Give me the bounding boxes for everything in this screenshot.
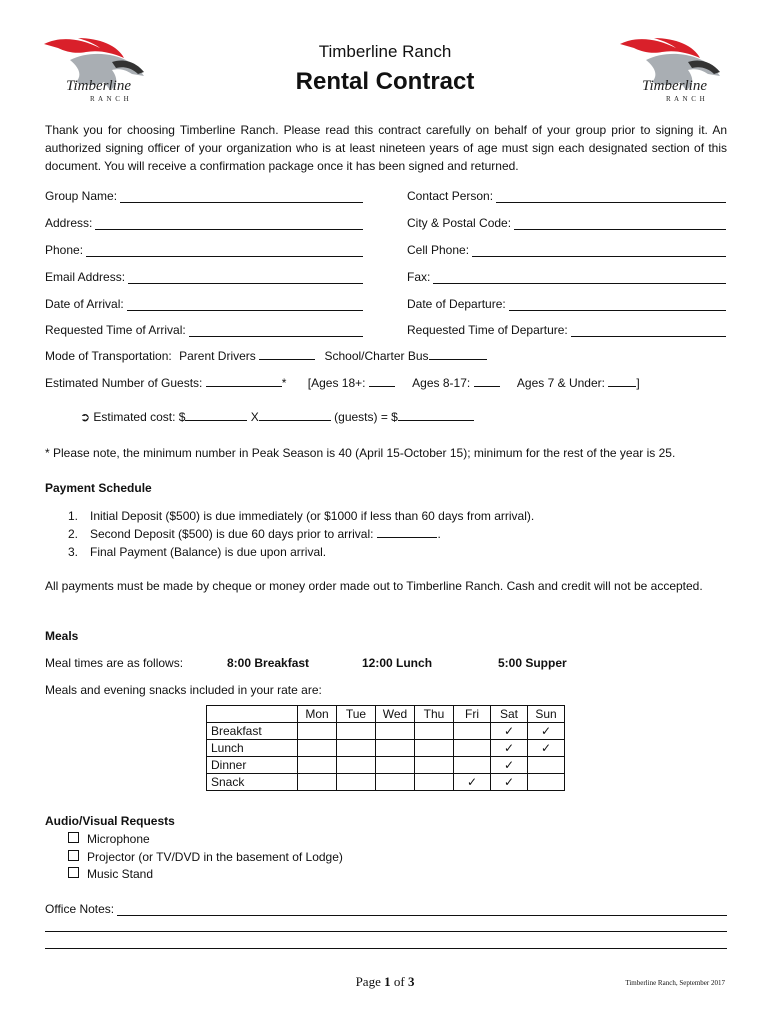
email-label: Email Address: [45,270,126,284]
email-line[interactable] [128,271,363,284]
meal-cell [415,757,454,774]
meal-cell [454,723,491,740]
footer-stamp: Timberline Ranch, September 2017 [625,979,725,987]
office-notes-line-3[interactable] [45,948,727,949]
meals-included-label: Meals and evening snacks included in your rate are: [45,683,322,697]
address-label: Address: [45,216,93,230]
meal-cell [528,774,565,791]
av-item-projector[interactable]: Projector (or TV/DVD in the basement of Lodge) [68,849,343,867]
email-field[interactable] [45,268,363,284]
meal-cell [337,774,376,791]
meal-cell [528,757,565,774]
city-postal-label: City & Postal Code: [407,216,512,230]
transport-row [45,349,487,363]
group-name-line[interactable] [120,190,363,203]
date-departure-label: Date of Departure: [407,297,506,311]
meal-time-lunch: 12:00 Lunch [362,656,433,670]
logo-left-sub: R A N C H [90,95,130,103]
phone-label: Phone: [45,243,84,257]
logo-left-text: Timberline [66,78,132,94]
time-arrival-line[interactable] [189,324,363,337]
office-notes-field[interactable] [45,900,727,916]
date-arrival-line[interactable] [127,298,363,311]
payment-item-3: 3. Final Payment (Balance) is due upon arrival. [68,545,327,559]
meal-cell [376,774,415,791]
cost-label: Estimated cost: $ [93,410,186,424]
office-notes-line[interactable] [117,903,727,916]
ages18-label: [Ages 18+: [307,376,366,390]
meal-cell: ✓ [491,723,528,740]
contact-person-label: Contact Person: [407,189,494,203]
meal-cell [415,723,454,740]
day-header: Thu [415,706,454,723]
fax-field[interactable] [407,268,726,284]
city-postal-field[interactable] [407,214,726,230]
day-header: Tue [337,706,376,723]
guests-label: Estimated Number of Guests: [45,376,203,390]
meal-cell [298,740,337,757]
cost-guests-label: (guests) = $ [334,410,398,424]
payment-heading: Payment Schedule [45,481,152,495]
meal-cell [298,774,337,791]
checkbox-icon[interactable] [68,832,79,843]
meal-cell [376,723,415,740]
meal-cell [376,740,415,757]
day-header: Mon [298,706,337,723]
transport-label: Mode of Transportation: [45,349,172,363]
guests-blank[interactable] [206,376,282,387]
date-departure-line[interactable] [509,298,726,311]
group-name-field[interactable] [45,187,363,203]
ages7-blank[interactable] [608,376,636,387]
meal-cell [415,774,454,791]
guests-row: Estimated Number of Guests: * [Ages 18+: Ages 8-17: Ages 7 & Under: ] [45,376,640,390]
time-departure-label: Requested Time of Departure: [407,323,568,337]
office-notes-line-2[interactable] [45,931,727,932]
cost-blank[interactable] [185,410,247,421]
meal-cell [454,757,491,774]
meal-name: Breakfast [207,723,298,740]
av-item-microphone[interactable]: Microphone [68,831,343,849]
time-arrival-label: Requested Time of Arrival: [45,323,186,337]
date-arrival-label: Date of Arrival: [45,297,124,311]
meals-table [206,705,565,791]
time-arrival-field[interactable] [45,321,363,337]
cell-phone-line[interactable] [472,244,726,257]
city-postal-line[interactable] [514,217,726,230]
page-title: Rental Contract [295,68,475,95]
meal-cell: ✓ [491,774,528,791]
transport-parent-blank[interactable] [259,349,315,360]
meal-cell [337,723,376,740]
meals-table-corner [207,706,298,723]
meal-times-label: Meal times are as follows: [45,656,184,670]
ages8-blank[interactable] [474,376,500,387]
day-header: Wed [376,706,415,723]
ages7-label: Ages 7 & Under: [516,376,605,390]
estimated-cost-row [80,410,474,424]
av-heading: Audio/Visual Requests [45,814,175,828]
ages8-label: Ages 8-17: [412,376,471,390]
day-header: Sun [528,706,565,723]
logo-right-sub: R A N C H [666,95,706,103]
meal-cell [298,723,337,740]
payment-notice: All payments must be made by cheque or money order made out to Timberline Ranch. Cash and credit will not be accepted. [45,579,703,593]
phone-field[interactable] [45,241,363,257]
arrow-icon: ➲ [80,410,91,424]
meal-cell: ✓ [454,774,491,791]
meal-cell [298,757,337,774]
time-departure-field[interactable] [407,321,726,337]
checkbox-icon[interactable] [68,850,79,861]
address-field[interactable] [45,214,363,230]
time-departure-line[interactable] [571,324,726,337]
meal-cell: ✓ [528,723,565,740]
cell-phone-label: Cell Phone: [407,243,470,257]
ages18-blank[interactable] [369,376,395,387]
date-arrival-field[interactable] [45,295,363,311]
second-deposit-blank[interactable] [377,527,437,538]
meal-time-supper: 5:00 Supper [498,656,567,670]
meal-cell [454,740,491,757]
payment-item-2: 2. Second Deposit ($500) is due 60 days prior to arrival: . [68,527,441,541]
meals-table-header [207,706,565,723]
minimum-note: * Please note, the minimum number in Peak Season is 40 (April 15-October 15); minimum for the rest of the year is 25. [45,446,676,460]
checkbox-icon[interactable] [68,867,79,878]
address-line[interactable] [95,217,363,230]
transport-opt-bus: School/Charter Bus [324,349,429,363]
group-name-label: Group Name: [45,189,118,203]
table-row [207,774,565,791]
table-row [207,723,565,740]
cost-total-blank[interactable] [398,410,474,421]
transport-bus-blank[interactable] [429,349,487,360]
meal-cell [337,757,376,774]
meal-cell [415,740,454,757]
av-list [68,831,343,884]
meal-cell: ✓ [491,740,528,757]
contact-person-field[interactable] [407,187,726,203]
payment-list [68,507,534,561]
meal-name: Dinner [207,757,298,774]
cost-x: X [250,410,259,424]
intro-paragraph: Thank you for choosing Timberline Ranch. Please read this contract carefully on behalf of your group prior to signing it. An authorized signing officer of your organization who is at least nineteen years of age must sign each designated section of this document. You will receive a confirmation package once it has been signed and returned. [45,123,727,173]
logo-right-text: Timberline [642,78,708,94]
transport-opt-parent: Parent Drivers [179,349,256,363]
meals-heading: Meals [45,629,79,643]
av-item-music-stand[interactable]: Music Stand [68,866,343,884]
cost-guests-blank[interactable] [259,410,331,421]
page-number: Page 1 of 3 [355,974,415,989]
org-name: Timberline Ranch [318,42,452,61]
day-header: Fri [454,706,491,723]
table-row [207,740,565,757]
date-departure-field[interactable] [407,295,726,311]
meal-cell [337,740,376,757]
day-header: Sat [491,706,528,723]
fax-line[interactable] [433,271,726,284]
meal-time-breakfast: 8:00 Breakfast [227,656,310,670]
office-notes-label: Office Notes: [45,902,115,916]
meal-name: Lunch [207,740,298,757]
table-row [207,757,565,774]
meal-cell [376,757,415,774]
cell-phone-field[interactable] [407,241,726,257]
phone-line[interactable] [86,244,363,257]
meal-cell: ✓ [491,757,528,774]
payment-item-1: 1. Initial Deposit ($500) is due immediately (or $1000 if less than 60 days from arrival). [68,509,535,523]
meal-name: Snack [207,774,298,791]
meal-cell: ✓ [528,740,565,757]
fax-label: Fax: [407,270,431,284]
contact-person-line[interactable] [496,190,726,203]
ages-close-bracket: ] [636,376,640,390]
